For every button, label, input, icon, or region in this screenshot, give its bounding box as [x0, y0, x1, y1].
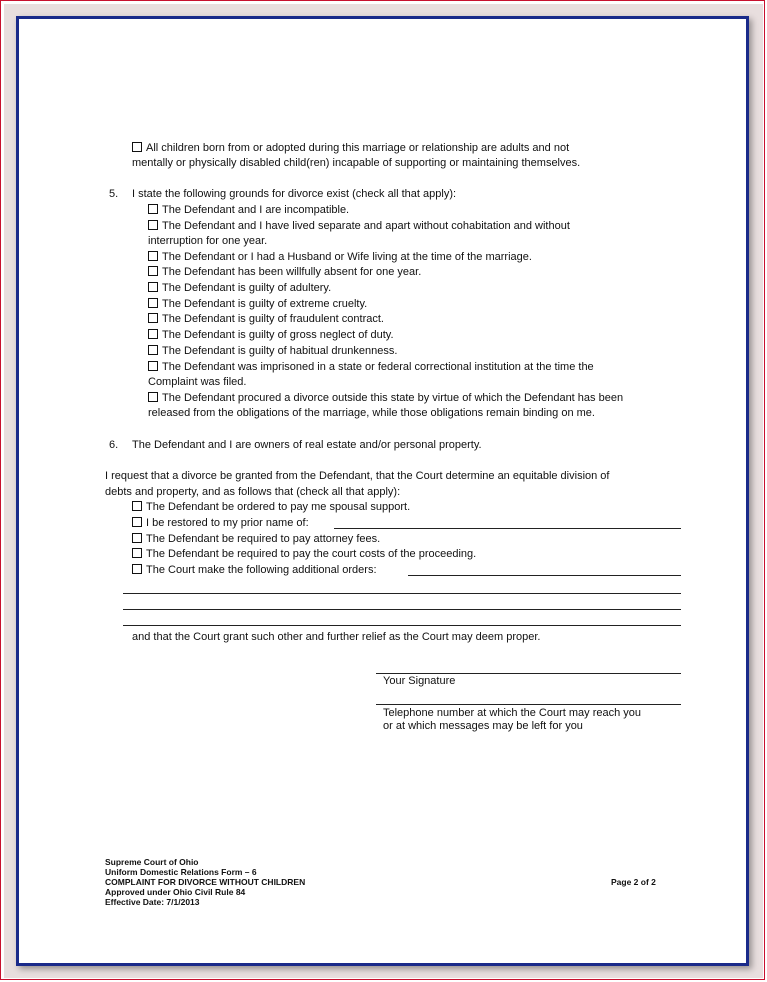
checkbox[interactable]	[148, 282, 158, 292]
ground-option: The Defendant has been willfully absent for one year.	[148, 265, 421, 279]
checkbox[interactable]	[132, 564, 142, 574]
footer-title: COMPLAINT FOR DIVORCE WITHOUT CHILDREN	[105, 877, 306, 887]
item-5-heading: I state the following grounds for divorce exist (check all that apply):	[132, 188, 457, 200]
prior-name-line[interactable]	[334, 528, 681, 529]
checkbox[interactable]	[148, 329, 158, 339]
ground-option: The Defendant and I have lived separate and apart without cohabitation and without	[148, 219, 570, 233]
footer-court: Supreme Court of Ohio	[105, 857, 199, 867]
checkbox[interactable]	[132, 501, 142, 511]
ground-option-cont: interruption for one year.	[148, 235, 268, 247]
page-number: Page 2 of 2	[611, 877, 656, 887]
checkbox[interactable]	[148, 251, 158, 261]
ground-option: The Defendant is guilty of extreme cruelty.	[148, 297, 367, 311]
phone-label: Telephone number at which the Court may reach you	[383, 707, 642, 719]
additional-orders-line[interactable]	[123, 609, 681, 610]
additional-orders-line[interactable]	[408, 575, 681, 576]
closing-text: and that the Court grant such other and further relief as the Court may deem proper.	[132, 631, 541, 643]
ground-option: The Defendant is guilty of adultery.	[148, 281, 331, 295]
checkbox[interactable]	[132, 517, 142, 527]
checkbox[interactable]	[148, 313, 158, 323]
ground-option: The Defendant was imprisoned in a state or federal correctional institution at the time the	[148, 360, 594, 374]
item-6-number: 6.	[109, 439, 119, 451]
children-adults-text-cont: mentally or physically disabled child(ren) incapable of supporting or maintaining themselves.	[132, 157, 581, 169]
phone-label-cont: or at which messages may be left for you	[383, 720, 583, 732]
request-option: The Defendant be required to pay attorney fees.	[132, 532, 380, 546]
footer-effective-date: Effective Date: 7/1/2013	[105, 897, 200, 907]
checkbox[interactable]	[148, 298, 158, 308]
ground-option-cont: released from the obligations of the marriage, while those obligations remain binding on me.	[148, 407, 595, 419]
checkbox[interactable]	[132, 142, 142, 152]
checkbox[interactable]	[148, 266, 158, 276]
ground-option: The Defendant and I are incompatible.	[148, 203, 349, 217]
checkbox[interactable]	[132, 548, 142, 558]
ground-option: The Defendant is guilty of habitual drunkenness.	[148, 344, 397, 358]
additional-orders-line[interactable]	[123, 593, 681, 594]
document-page	[16, 16, 749, 966]
footer-form: Uniform Domestic Relations Form – 6	[105, 867, 257, 877]
checkbox[interactable]	[148, 204, 158, 214]
request-option: The Court make the following additional orders:	[132, 563, 377, 577]
checkbox[interactable]	[148, 345, 158, 355]
additional-orders-line[interactable]	[123, 625, 681, 626]
ground-option: The Defendant is guilty of fraudulent contract.	[148, 312, 384, 326]
phone-line[interactable]	[376, 704, 681, 705]
signature-label: Your Signature	[383, 675, 456, 687]
ground-option: The Defendant is guilty of gross neglect of duty.	[148, 328, 394, 342]
request-option: The Defendant be ordered to pay me spousal support.	[132, 500, 410, 514]
ground-option: The Defendant procured a divorce outside this state by virtue of which the Defendant has been	[148, 391, 623, 405]
item-5-number: 5.	[109, 188, 119, 200]
request-option: I be restored to my prior name of:	[132, 516, 309, 530]
request-text: I request that a divorce be granted from the Defendant, that the Court determine an equitable division of	[105, 470, 610, 482]
children-adults-option: All children born from or adopted during this marriage or relationship are adults and not	[132, 141, 569, 155]
ground-option-cont: Complaint was filed.	[148, 376, 247, 388]
checkbox[interactable]	[148, 220, 158, 230]
footer-rule: Approved under Ohio Civil Rule 84	[105, 887, 246, 897]
request-option: The Defendant be required to pay the court costs of the proceeding.	[132, 547, 476, 561]
checkbox[interactable]	[148, 392, 158, 402]
item-6-text: The Defendant and I are owners of real estate and/or personal property.	[132, 439, 482, 451]
request-text-cont: debts and property, and as follows that (check all that apply):	[105, 486, 401, 498]
checkbox[interactable]	[132, 533, 142, 543]
ground-option: The Defendant or I had a Husband or Wife living at the time of the marriage.	[148, 250, 532, 264]
checkbox[interactable]	[148, 361, 158, 371]
